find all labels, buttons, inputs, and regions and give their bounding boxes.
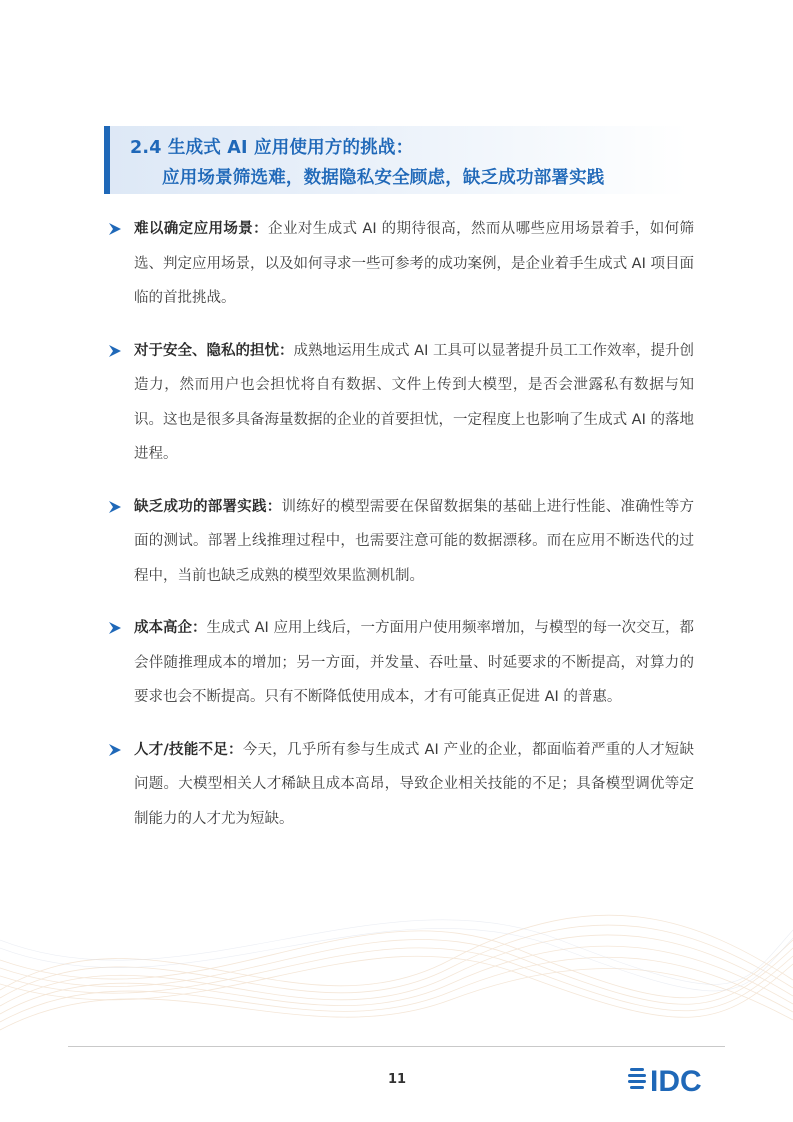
list-item — [104, 490, 694, 594]
chevron-right-icon — [108, 744, 122, 756]
chevron-right-icon — [108, 622, 122, 634]
list-item — [104, 212, 694, 316]
decorative-wave-background — [0, 840, 793, 1050]
list-item-text: 生成式 AI 应用上线后，一方面用户使用频率增加，与模型的每一次交互，都会伴随推理成本的增加；另一方面，并发量、吞吐量、时延要求的不断提高，对算力的要求也会不断提高。只有不断降低使用成本，才有可能真正促进 AI 的普惠。 — [134, 620, 694, 705]
chevron-right-icon — [108, 501, 122, 513]
chevron-right-icon — [108, 345, 122, 357]
section-title: 2.4 生成式 AI 应用使用方的挑战： — [130, 138, 414, 158]
list-item-title: 难以确定应用场景： — [134, 221, 269, 237]
list-item — [104, 733, 694, 837]
list-item-title: 缺乏成功的部署实践： — [134, 498, 282, 515]
list-item-text: 训练好的模型需要在保留数据集的基础上进行性能、准确性等方面的测试。部署上线推理过程中，也需要注意可能的数据漂移。而在应用不断迭代的过程中，当前也缺乏成熟的模型效果监测机制。 — [134, 498, 695, 584]
list-item-text: 成熟地运用生成式 AI 工具可以显著提升员工工作效率，提升创造力，然而用户也会担忧将自有数据、文件上传到大模型，是否会泄露私有数据与知识。这也是很多具备海量数据的企业的首要担忧，一定程度上也影响了生成式 AI 的落地进程。 — [134, 342, 694, 462]
list-item — [104, 611, 694, 715]
list-item-text: 今天，几乎所有参与生成式 AI 产业的企业，都面临着严重的人才短缺问题。大模型相关人才稀缺且成本高昂，导致企业相关技能的不足；具备模型调优等定制能力的人才尤为短缺。 — [134, 741, 694, 827]
heading-accent-bar — [104, 126, 110, 194]
section-heading — [104, 126, 688, 194]
list-item-title: 成本高企： — [134, 620, 207, 636]
section-subtitle: 应用场景筛选难，数据隐私安全顾虑，缺乏成功部署实践 — [162, 168, 605, 188]
page-number: 11 — [387, 1072, 407, 1087]
footer-divider — [68, 1046, 725, 1047]
list-item-text: 企业对生成式 AI 的期待很高，然而从哪些应用场景着手，如何筛选、判定应用场景，以及如何寻求一些可参考的成功案例，是企业着手生成式 AI 项目面临的首批挑战。 — [134, 221, 694, 306]
list-item — [104, 334, 694, 472]
list-item-title: 人才/技能不足： — [134, 741, 243, 758]
svg-text:IDC: IDC — [650, 1065, 702, 1098]
idc-logo — [628, 1060, 726, 1098]
challenge-list — [104, 212, 694, 836]
list-item-title: 对于安全、隐私的担忧： — [134, 342, 294, 359]
chevron-right-icon — [108, 223, 122, 235]
